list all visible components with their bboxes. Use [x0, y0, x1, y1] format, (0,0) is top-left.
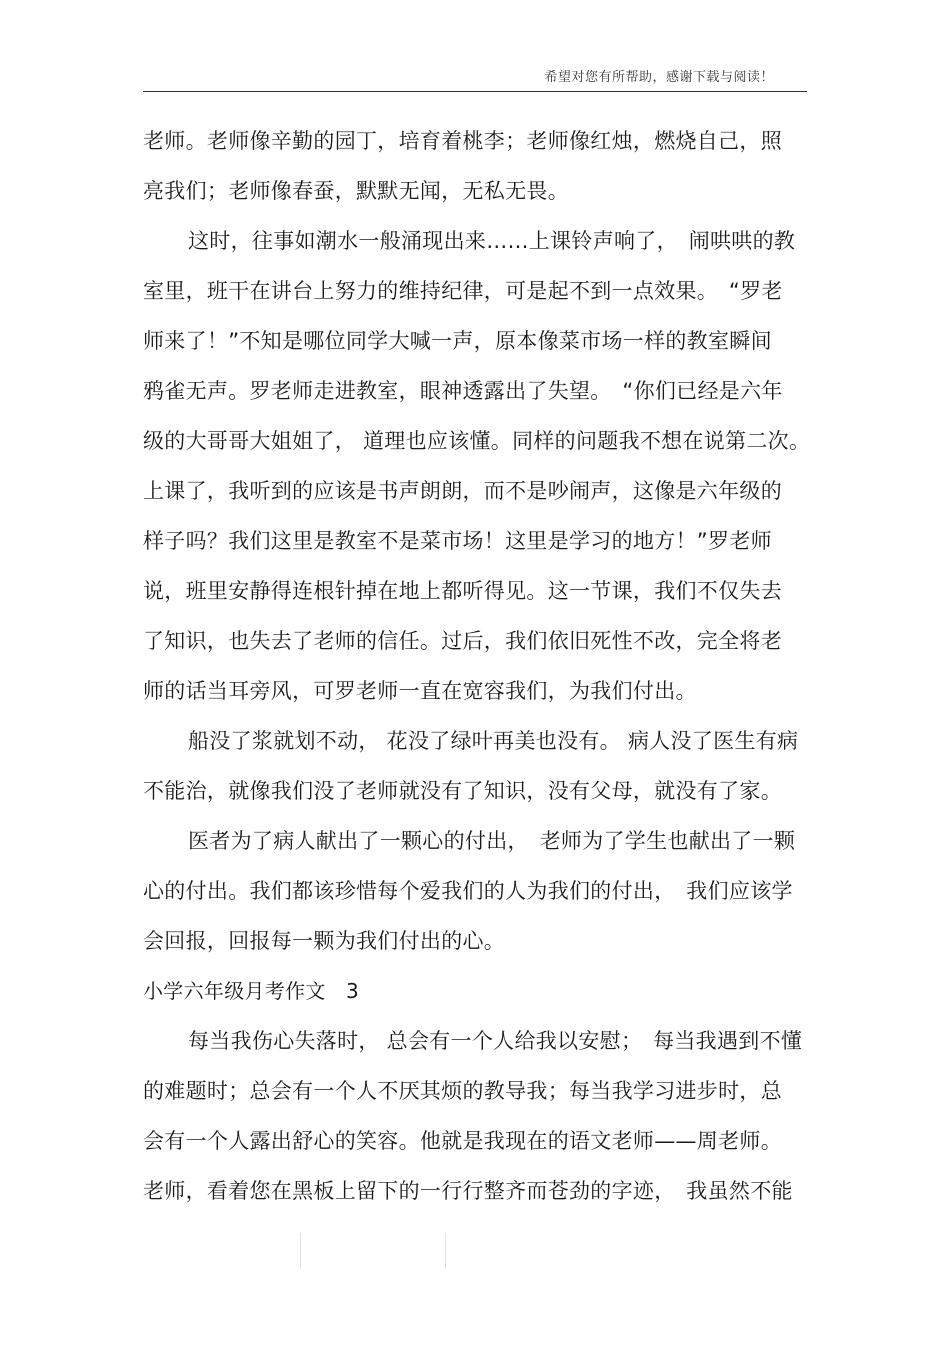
text-line: 亮我们；老师像春蚕，默默无闻，无私无畏。: [143, 179, 569, 203]
article-body: [143, 116, 811, 1216]
text-line: 说，班里安静得连根针掉在地上都听得见。这一节课，我们不仅失去: [143, 579, 782, 603]
text-line: 心的付出。我们都该珍惜每个爱我们的人为我们的付出， 我们应该学: [143, 879, 793, 903]
text-line: 老师。老师像辛勤的园丁，培育着桃李；老师像红烛，燃烧自己，照: [143, 129, 782, 153]
paragraph-start-line: 医者为了病人献出了一颗心的付出， 老师为了学生也献出了一颗: [188, 829, 796, 853]
text-line: 级的大哥哥大姐姐了， 道理也应该懂。同样的问题我不想在说第二次。: [143, 429, 811, 453]
text-line: 会有一个人露出舒心的笑容。他就是我现在的语文老师——周老师。: [143, 1129, 782, 1153]
paragraph-start-line: 这时，往事如潮水一般涌现出来……上课铃声响了， 闹哄哄的教: [188, 229, 796, 253]
header-divider: [143, 91, 807, 92]
section-heading: 小学六年级月考作文 3: [143, 979, 360, 1003]
paragraph-start-line: 船没了浆就划不动， 花没了绿叶再美也没有。 病人没了医生有病: [188, 729, 799, 753]
text-line: 师的话当耳旁风，可罗老师一直在宽容我们，为我们付出。: [143, 679, 697, 703]
text-line: 老师，看着您在黑板上留下的一行行整齐而苍劲的字迹， 我虽然不能: [143, 1179, 793, 1203]
text-line: 了知识，也失去了老师的信任。过后，我们依旧死性不改，完全将老: [143, 629, 782, 653]
text-line: 鸦雀无声。罗老师走进教室，眼神透露出了失望。 “你们已经是六年: [143, 379, 783, 403]
text-line: 师来了！”不知是哪位同学大喊一声，原本像菜市场一样的教室瞬间: [143, 329, 772, 353]
text-line: 样子吗？我们这里是教室不是菜市场！这里是学习的地方！”罗老师: [143, 529, 772, 553]
text-line: 会回报，回报每一颗为我们付出的心。: [143, 929, 506, 953]
text-line: 上课了，我听到的应该是书声朗朗，而不是吵闹声，这像是六年级的: [143, 479, 782, 503]
footer-divider-right: [445, 1233, 446, 1269]
text-line: 不能治，就像我们没了老师就没有了知识，没有父母，就没有了家。: [143, 779, 782, 803]
text-line: 室里，班干在讲台上努力的维持纪律，可是起不到一点效果。 “罗老: [143, 279, 783, 303]
paragraph-start-line: 每当我伤心失落时， 总会有一个人给我以安慰； 每当我遇到不懂: [188, 1029, 803, 1053]
text-line: 的难题时；总会有一个人不厌其烦的教导我；每当我学习进步时，总: [143, 1079, 782, 1103]
page-header-text: 希望对您有所帮助，感谢下载与阅读！: [544, 70, 774, 85]
footer-divider-left: [300, 1233, 301, 1269]
